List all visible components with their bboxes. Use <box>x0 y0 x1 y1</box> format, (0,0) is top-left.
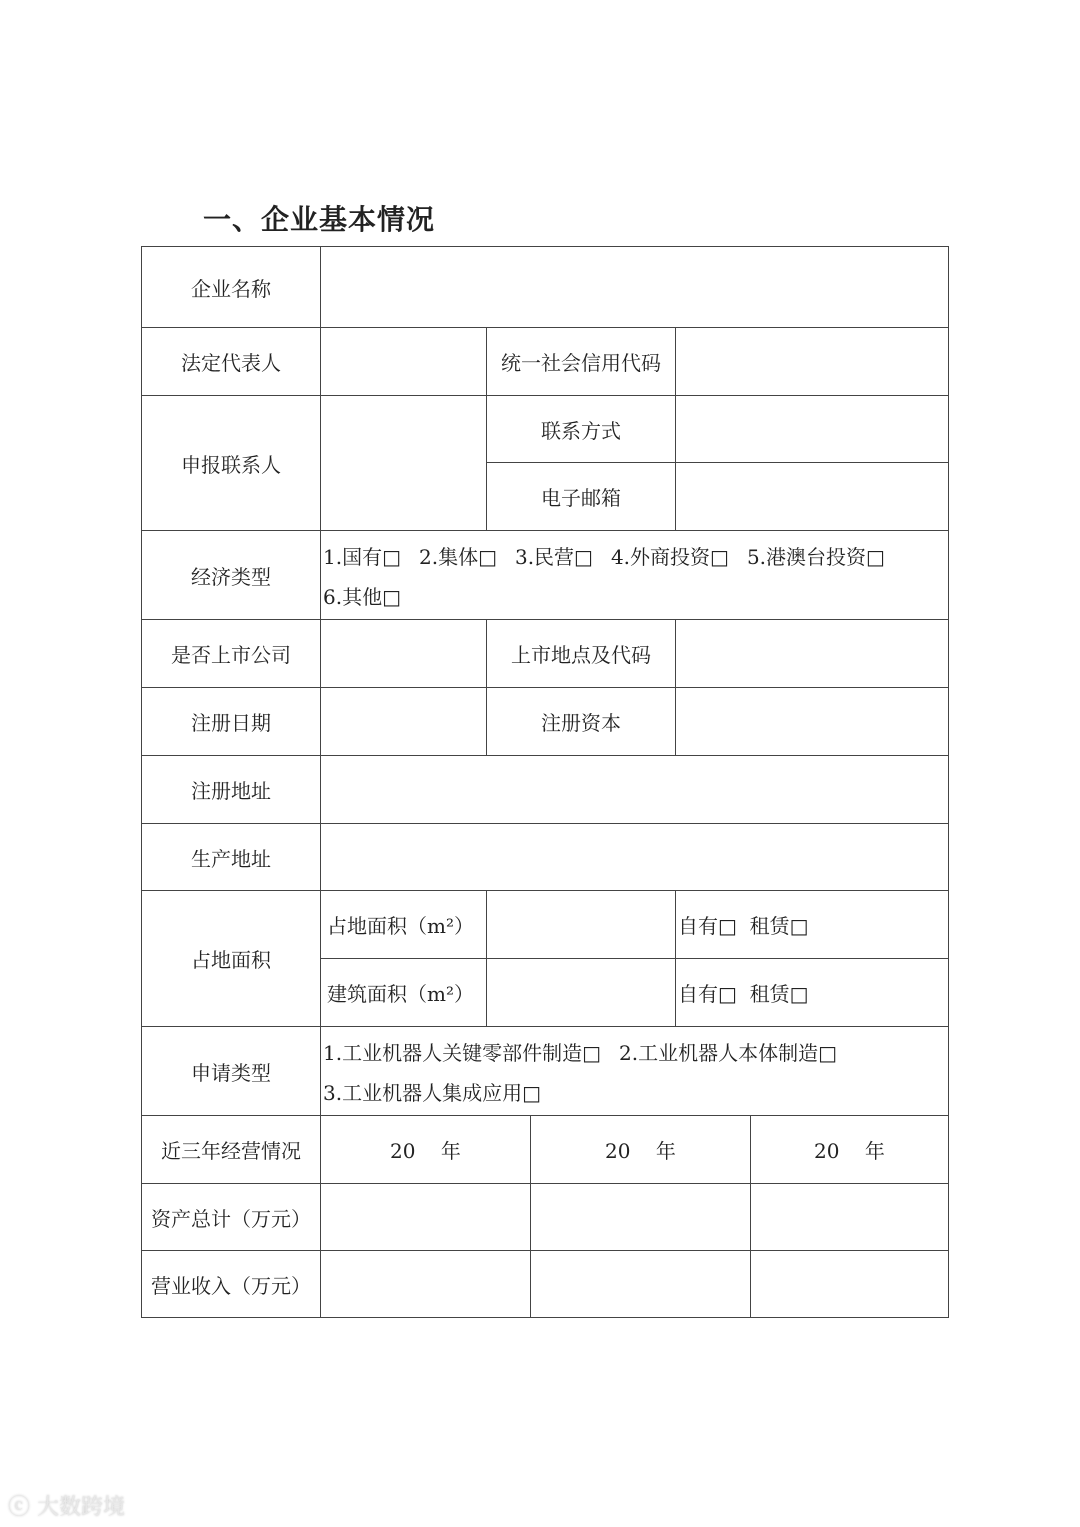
credit-code-field[interactable] <box>675 327 949 396</box>
label-listing-place: 上市地点及代码 <box>486 619 676 688</box>
section-title: 一、企业基本情况 <box>203 203 436 236</box>
label-legal-rep: 法定代表人 <box>141 327 321 396</box>
revenue-field-3[interactable] <box>750 1250 949 1318</box>
listed-field[interactable] <box>320 619 487 688</box>
land-own-lease-options[interactable]: 自有□ 租赁□ <box>675 890 949 959</box>
label-company-name: 企业名称 <box>141 246 321 328</box>
reg-address-field[interactable] <box>320 755 949 824</box>
label-building-area-m2: 建筑面积（m²） <box>320 958 487 1027</box>
economic-option[interactable]: 3.民营□ <box>514 545 593 569</box>
prod-address-field[interactable] <box>320 823 949 891</box>
economic-option[interactable]: 2.集体□ <box>418 545 497 569</box>
reg-date-field[interactable] <box>320 687 487 756</box>
label-listed: 是否上市公司 <box>141 619 321 688</box>
watermark-logo <box>8 1490 125 1521</box>
year-header-1: 20 年 <box>320 1115 531 1184</box>
contact-method-field[interactable] <box>675 395 949 463</box>
listing-place-field[interactable] <box>675 619 949 688</box>
label-credit-code: 统一社会信用代码 <box>486 327 676 396</box>
label-contact-person: 申报联系人 <box>141 395 321 531</box>
label-prod-address: 生产地址 <box>141 823 321 891</box>
legal-rep-field[interactable] <box>320 327 487 396</box>
building-area-field[interactable] <box>486 958 676 1027</box>
company-name-field[interactable] <box>320 246 949 328</box>
total-assets-field-2[interactable] <box>530 1183 751 1251</box>
label-reg-address: 注册地址 <box>141 755 321 824</box>
apply-option[interactable]: 1.工业机器人关键零部件制造□ <box>323 1041 601 1065</box>
watermark-icon: ⓒ <box>8 1495 31 1520</box>
economic-option[interactable]: 4.外商投资□ <box>610 545 729 569</box>
apply-type-options <box>320 1026 949 1116</box>
economic-option[interactable]: 5.港澳台投资□ <box>746 545 885 569</box>
label-reg-capital: 注册资本 <box>486 687 676 756</box>
contact-person-field[interactable] <box>320 395 487 531</box>
email-field[interactable] <box>675 462 949 531</box>
label-email: 电子邮箱 <box>486 462 676 531</box>
revenue-field-2[interactable] <box>530 1250 751 1318</box>
revenue-field-1[interactable] <box>320 1250 531 1318</box>
building-own-lease-options[interactable]: 自有□ 租赁□ <box>675 958 949 1027</box>
total-assets-field-3[interactable] <box>750 1183 949 1251</box>
total-assets-field-1[interactable] <box>320 1183 531 1251</box>
economic-option[interactable]: 1.国有□ <box>323 545 401 569</box>
land-area-field[interactable] <box>486 890 676 959</box>
label-three-year: 近三年经营情况 <box>141 1115 321 1184</box>
apply-option[interactable]: 3.工业机器人集成应用□ <box>323 1081 541 1105</box>
label-economic-type: 经济类型 <box>141 530 321 620</box>
reg-capital-field[interactable] <box>675 687 949 756</box>
label-reg-date: 注册日期 <box>141 687 321 756</box>
year-header-2: 20 年 <box>530 1115 751 1184</box>
year-header-3: 20 年 <box>750 1115 949 1184</box>
economic-option[interactable]: 6.其他□ <box>323 585 401 609</box>
label-apply-type: 申请类型 <box>141 1026 321 1116</box>
economic-type-options <box>320 530 949 620</box>
label-land-area-m2: 占地面积（m²） <box>320 890 487 959</box>
apply-option[interactable]: 2.工业机器人本体制造□ <box>618 1041 837 1065</box>
label-total-assets: 资产总计（万元） <box>141 1183 321 1251</box>
label-revenue: 营业收入（万元） <box>141 1250 321 1318</box>
watermark-text: 大数跨境 <box>37 1495 126 1520</box>
label-contact-method: 联系方式 <box>486 395 676 463</box>
label-land-area: 占地面积 <box>141 890 321 1027</box>
